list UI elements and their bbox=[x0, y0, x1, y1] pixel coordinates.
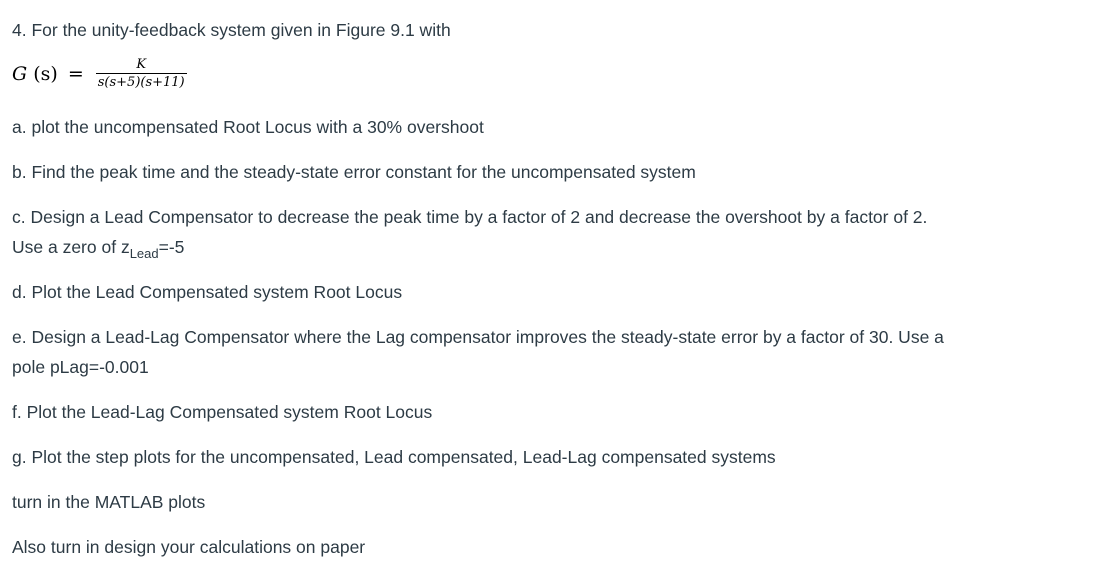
item-e-line2: pole pLag=-0.001 bbox=[12, 357, 149, 377]
question-heading: 4. For the unity-feedback system given in Figure 9.1 with bbox=[12, 20, 451, 40]
transfer-function-equation bbox=[12, 58, 187, 90]
item-b: b. Find the peak time and the steady-state error constant for the uncompensated system bbox=[12, 162, 696, 182]
equation-lhs-arg: (s) bbox=[33, 63, 58, 85]
subscript-lead: Lead bbox=[129, 246, 159, 261]
item-c-line1: c. Design a Lead Compensator to decrease the peak time by a factor of 2 and decrease the overshoot by a factor of 2. bbox=[12, 207, 928, 227]
item-d: d. Plot the Lead Compensated system Root Locus bbox=[12, 282, 403, 302]
item-g: g. Plot the step plots for the uncompensated, Lead compensated, Lead-Lag compensated systems bbox=[12, 447, 776, 467]
equation-fraction bbox=[96, 58, 187, 90]
also-note: Also turn in design your calculations on paper bbox=[12, 537, 366, 557]
turn-in-note: turn in the MATLAB plots bbox=[12, 492, 206, 512]
equation-equals: = bbox=[67, 63, 84, 85]
item-c-line2: Use a zero of $z_{Lead}=-5$ bbox=[12, 237, 185, 261]
item-a: a. plot the uncompensated Root Locus with a 30% overshoot bbox=[12, 117, 484, 137]
equation-lhs: G (s) bbox=[12, 63, 58, 85]
equation-denominator: s(s+5)(s+11) bbox=[97, 75, 185, 90]
equation-numerator: K bbox=[136, 57, 147, 72]
item-e-line1: e. Design a Lead-Lag Compensator where the Lag compensator improves the steady-state error by a factor of 30. Use a bbox=[12, 327, 944, 347]
item-f: f. Plot the Lead-Lag Compensated system Root Locus bbox=[12, 402, 433, 422]
